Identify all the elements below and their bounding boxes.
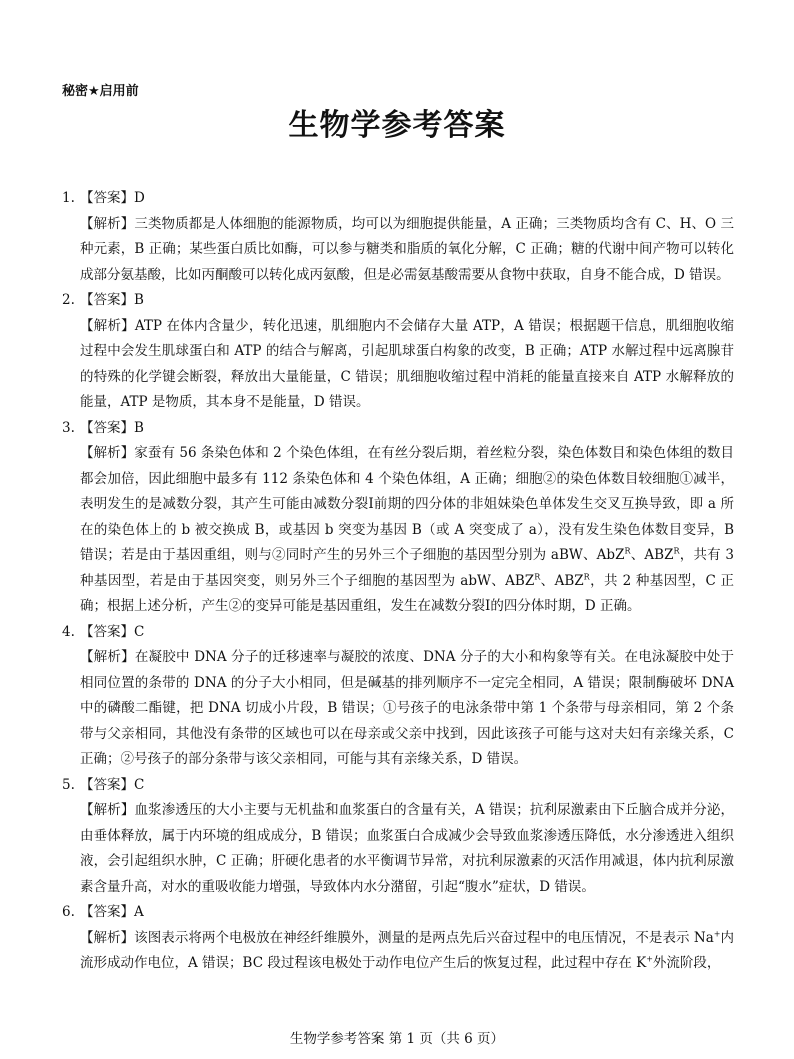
item-number: 5. xyxy=(62,776,75,793)
answer-label: 【答案】A xyxy=(80,904,144,920)
explanation-part: ，共 2 种基因型，C 正确；根据上述分析，产生②的变异可能是基因重组，发生在减数分裂Ⅰ的四分体时期，D 正确。 xyxy=(80,572,734,614)
explanation-text: 【解析】血浆渗透压的大小主要与无机盐和血浆蛋白的含量有关，A 错误；抗利尿激素由下丘脑合成并分泌，由垂体释放，属于内环境的组成成分，B 错误；血浆蛋白合成减少会导致血浆渗透压降低，水分渗透进入组织液，会引起组织水肿，C 正确；肝硬化患者的水平衡调节异常，对抗利尿激素的灭活作用减退，体内抗利尿激素含量升高，对水的重吸收能力增强，导致体内水分潴留，引起“腹水”症状，D 错误。 xyxy=(80,802,734,895)
explanation-part: ，共有 3 种基因型，若是由于基因突变，则另外三个子细胞的基因型为 abW、ABZ xyxy=(80,547,734,589)
page-title: 生物学参考答案 xyxy=(288,108,506,143)
explanation-part: 外流阶段， xyxy=(652,955,721,971)
superscript: R xyxy=(534,572,541,581)
superscript: R xyxy=(624,546,631,556)
explanation-text xyxy=(62,926,734,977)
answer-item-1 xyxy=(62,186,734,288)
superscript: R xyxy=(583,572,590,581)
superscript: R xyxy=(673,546,680,556)
answer-list xyxy=(62,186,734,977)
explanation-part: 【解析】该图表示将两个电极放在神经纤维膜外，测量的是两点先后兴奋过程中的电压情况，不是表示 Na xyxy=(80,929,714,946)
answer-item-3 xyxy=(62,416,734,620)
explanation-part: 内流形成动作电位，A 错误；BC 段过程该电极处于动作电位产生后的恢复过程，此过程中存在 K xyxy=(80,929,734,971)
answer-item-2 xyxy=(62,288,734,416)
explanation-text: 【解析】三类物质都是人体细胞的能源物质，均可以为细胞提供能量，A 正确；三类物质均含有 C、H、O 三种元素，B 正确；某些蛋白质比如酶，可以参与糖类和脂质的氧化分解，C 正确；糖的代谢中间产物可以转化成部分氨基酸，比如丙酮酸可以转化成丙氨酸，但是必需氨基酸需要从食物中获取，自身不能合成，D 错误。 xyxy=(80,215,734,283)
item-number: 2. xyxy=(62,292,75,308)
answer-label: 【答案】D xyxy=(80,190,145,206)
explanation-part: 、ABZ xyxy=(540,572,584,589)
answer-label: 【答案】C xyxy=(80,776,145,793)
explanation-text: 【解析】在凝胶中 DNA 分子的迁移速率与凝胶的浓度、DNA 分子的大小和构象等有关。在电泳凝胶中处于相同位置的条带的 DNA 的分子大小相同，但是碱基的排列顺序不一定完全相同，A 错误；限制酶破坏 DNA 中的磷酸二酯键，把 DNA 切成小片段，B 错误；①号孩子的电泳条带中第 1 个条带与母亲相同，第 2 个条带与父亲相同，其他没有条带的区域也可以在母亲或父亲中找到，因此该孩子可能与这对夫妇有亲缘关系，C 正确；②号孩子的部分条带与该父亲相同，可能与其有亲缘关系，D 错误。 xyxy=(80,649,734,767)
superscript: + xyxy=(713,929,721,938)
superscript: + xyxy=(646,954,653,964)
secret-label: 秘密★启用前 xyxy=(62,84,139,99)
item-number: 4. xyxy=(62,623,75,640)
answer-label: 【答案】B xyxy=(80,419,144,436)
explanation-text: 【解析】ATP 在体内含量少，转化迅速，肌细胞内不会储存大量 ATP，A 错误；根据题干信息，肌细胞收缩过程中会发生肌球蛋白和 ATP 的结合与解离，引起肌球蛋白构象的改变，B 正确；ATP 水解过程中远离腺苷的特殊的化学键会断裂，释放出大量能量，C 错误；肌细胞收缩过程中消耗的能量直接来自 ATP 水解释放的能量，ATP 是物质，其本身不是能量，D 错误。 xyxy=(80,317,734,410)
explanation-part: 【解析】家蚕有 56 条染色体和 2 个染色体组，在有丝分裂后期，着丝粒分裂，染色体数目和染色体组的数目都会加倍，因此细胞中最多有 112 条染色体和 4 个染色体组，A 正确；细胞②的染色体数目较细胞①减半，表明发生的是减数分裂，其产生可能由减数分裂Ⅰ前期的四分体的非姐妹染色单体发生交叉互换导致，即 a 所在的染色体上的 b 被交换成 B，或基因 b 突变为基因 B（或 A 突变成了 a），没有发生染色体数目变异，B 错误；若是由于基因重组，则与②同时产生的另外三个子细胞的基因型分别为 aBW、AbZ xyxy=(80,445,734,563)
answer-label: 【答案】B xyxy=(80,292,144,308)
answer-item-6 xyxy=(62,900,734,977)
item-number: 3. xyxy=(62,419,75,436)
item-number: 1. xyxy=(62,190,75,206)
answer-item-4 xyxy=(62,620,734,773)
answer-item-5 xyxy=(62,773,734,901)
explanation-part: 、ABZ xyxy=(630,547,674,563)
item-number: 6. xyxy=(62,904,75,920)
explanation-text xyxy=(62,441,734,620)
answer-label: 【答案】C xyxy=(80,623,145,640)
page-footer: 生物学参考答案 第 1 页（共 6 页） xyxy=(289,1031,505,1047)
